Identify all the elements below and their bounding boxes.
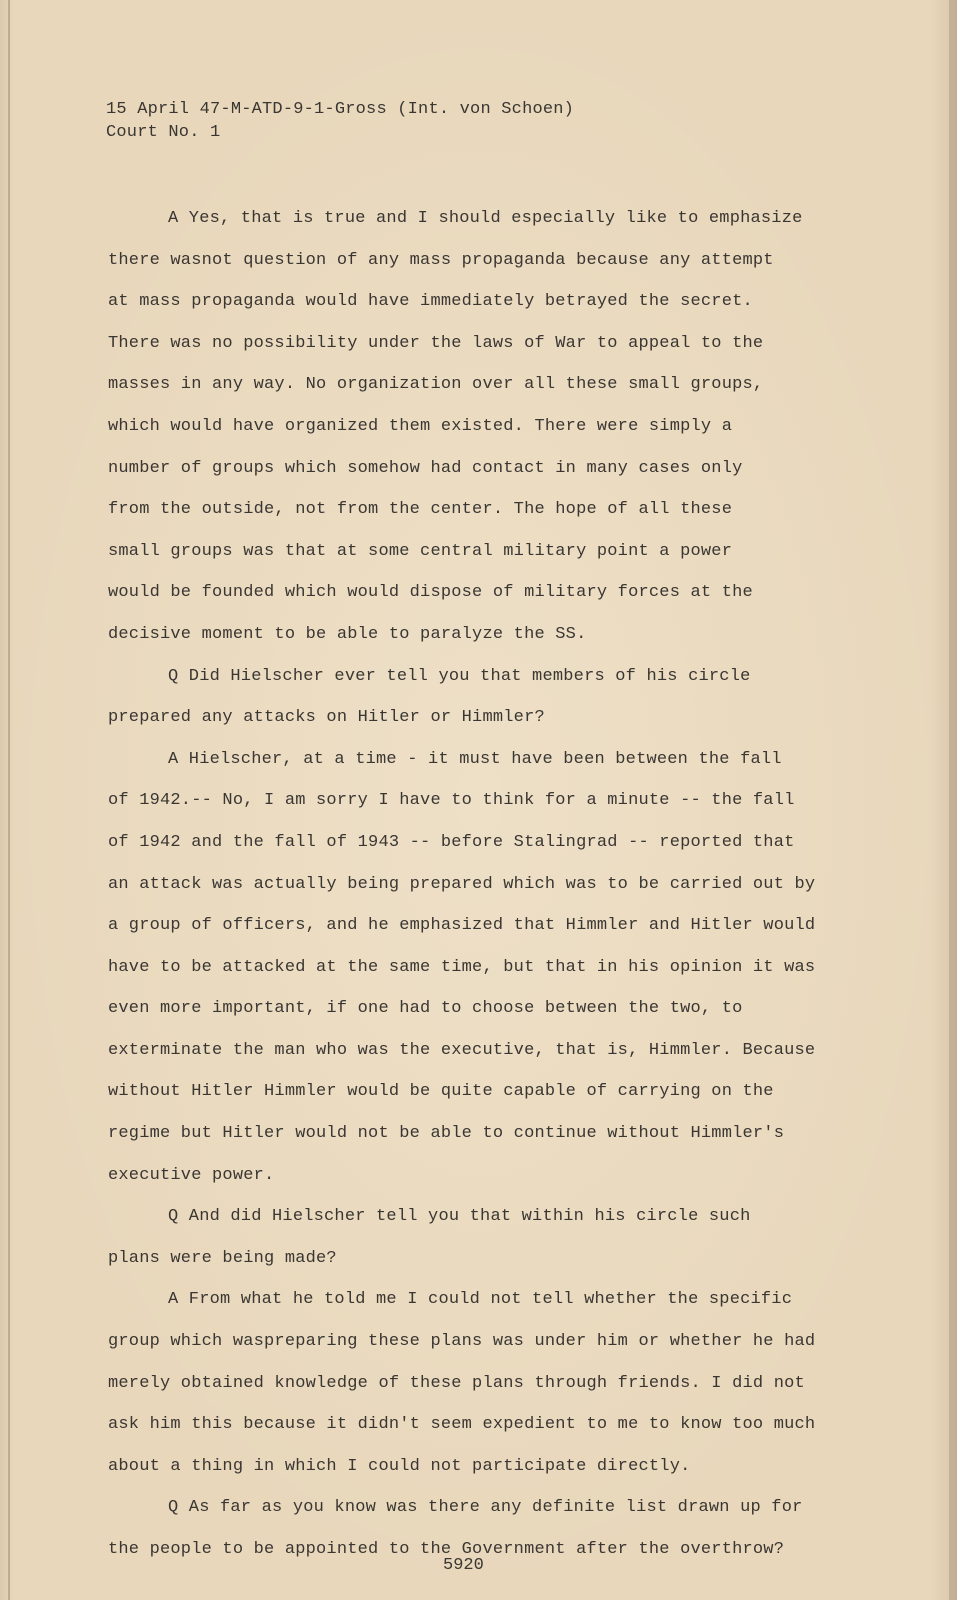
document-header <box>106 98 574 144</box>
page-number: 5920 <box>443 1556 484 1575</box>
transcript-line: masses in any way. No organization over all these small groups, <box>108 375 764 395</box>
transcript-line: There was no possibility under the laws of War to appeal to the <box>108 333 764 353</box>
transcript-line: of 1942.-- No, I am sorry I have to think for a minute -- the fall <box>108 791 795 811</box>
transcript-line: number of groups which somehow had contact in many cases only <box>108 458 743 478</box>
transcript-line: A Hielscher, at a time - it must have been between the fall <box>168 749 782 769</box>
transcript-line: Q And did Hielscher tell you that within his circle such <box>168 1207 751 1227</box>
transcript-line: without Hitler Himmler would be quite capable of carrying on the <box>108 1082 774 1102</box>
transcript-line: of 1942 and the fall of 1943 -- before Stalingrad -- reported that <box>108 832 795 852</box>
transcript-line: about a thing in which I could not participate directly. <box>108 1456 691 1476</box>
transcript-line: from the outside, not from the center. The hope of all these <box>108 500 733 520</box>
transcript-line: Q As far as you know was there any definite list drawn up for <box>168 1498 803 1518</box>
transcript-line: would be founded which would dispose of military forces at the <box>108 583 753 603</box>
transcript-line: merely obtained knowledge of these plans through friends. I did not <box>108 1373 805 1393</box>
transcript-line: which would have organized them existed. There were simply a <box>108 416 733 436</box>
transcript-line: executive power. <box>108 1165 275 1185</box>
transcript-line: A From what he told me I could not tell whether the specific <box>168 1290 793 1310</box>
transcript-line: group which waspreparing these plans was under him or whether he had <box>108 1332 816 1352</box>
transcript-line: small groups was that at some central military point a power <box>108 541 733 561</box>
transcript-line: a group of officers, and he emphasized that Himmler and Hitler would <box>108 916 816 936</box>
transcript-line: prepared any attacks on Hitler or Himmler? <box>108 708 545 728</box>
transcript-line: exterminate the man who was the executive, that is, Himmler. Because <box>108 1040 816 1060</box>
transcript-line: there wasnot question of any mass propaganda because any attempt <box>108 250 774 270</box>
transcript-line: plans were being made? <box>108 1248 337 1268</box>
header-case-reference: 15 April 47-M-ATD-9-1-Gross (Int. von Schoen) <box>106 100 575 119</box>
header-court-number: Court No. 1 <box>106 123 221 142</box>
page-right-edge <box>949 0 957 1600</box>
transcript-line: at mass propaganda would have immediately betrayed the secret. <box>108 292 753 312</box>
transcript-line: ask him this because it didn't seem expedient to me to know too much <box>108 1415 816 1435</box>
transcript-line: an attack was actually being prepared which was to be carried out by <box>108 874 816 894</box>
transcript-line: have to be attacked at the same time, but that in his opinion it was <box>108 957 816 977</box>
transcript-line: the people to be appointed to the Government after the overthrow? <box>108 1540 785 1559</box>
transcript-line: even more important, if one had to choose between the two, to <box>108 999 743 1019</box>
transcript-line: Q Did Hielscher ever tell you that members of his circle <box>168 666 751 686</box>
transcript-line: decisive moment to be able to paralyze the SS. <box>108 624 587 644</box>
transcript-body <box>108 198 928 1571</box>
transcript-line: A Yes, that is true and I should especially like to emphasize <box>168 209 803 228</box>
transcript-line: regime but Hitler would not be able to continue without Himmler's <box>108 1124 785 1144</box>
page-left-edge <box>8 0 10 1600</box>
